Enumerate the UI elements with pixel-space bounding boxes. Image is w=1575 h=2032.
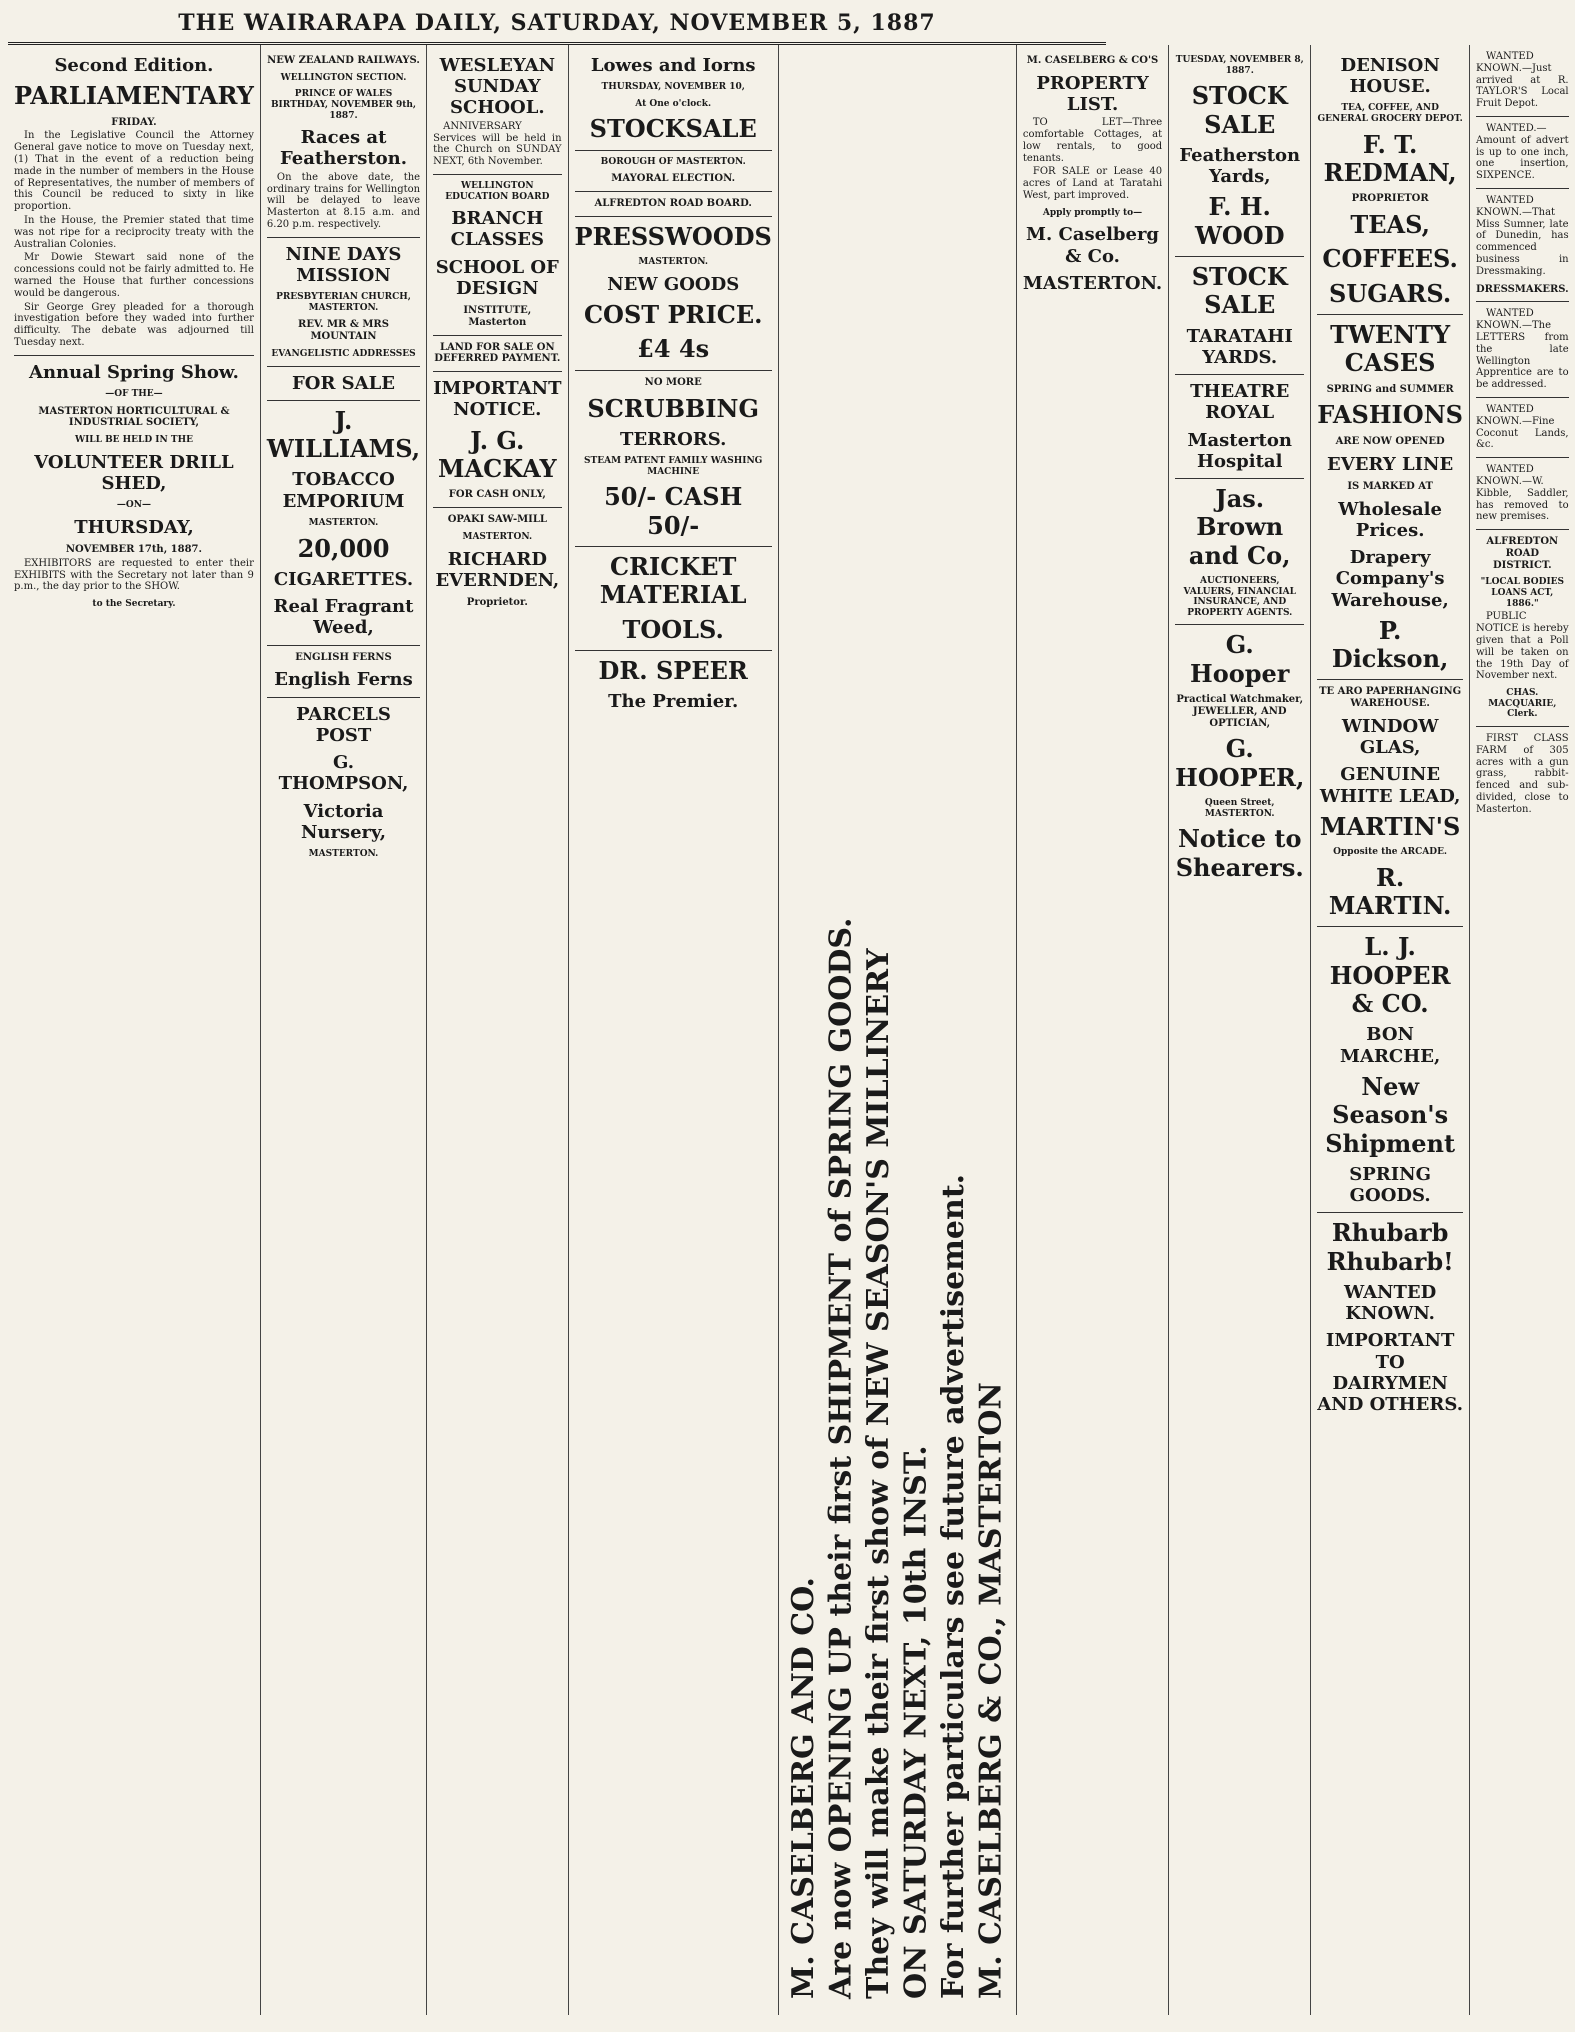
- speer-heading: DR. SPEER: [598, 655, 748, 685]
- show-venue: VOLUNTEER DRILL SHED,: [34, 451, 234, 494]
- thursday-heading: THURSDAY, NOVEMBER 10,: [601, 82, 745, 93]
- time-heading: At One o'clock.: [635, 98, 712, 109]
- stocksale-heading-2: STOCK SALE: [1191, 261, 1288, 320]
- wanted-heading: WANTED KNOWN.: [1344, 1281, 1437, 1325]
- vertical-line-3: They will make their first show of NEW SEASON'S MILLINERY: [860, 948, 896, 1999]
- watchmaker-heading: Practical Watchmaker, JEWELLER, AND OPTICIAN,: [1176, 693, 1304, 729]
- loans-act-heading: "LOCAL BODIES LOANS ACT, 1886.": [1480, 577, 1565, 609]
- wanted-paragraph: WANTED.—Amount of advert is up to one inch, one insertion, SIXPENCE.: [1475, 122, 1569, 182]
- divider: [575, 150, 772, 151]
- shearers-heading: Notice to Shearers.: [1175, 824, 1304, 882]
- te-aro-heading: TE ARO PAPERHANGING WAREHOUSE.: [1319, 686, 1462, 710]
- marked-heading: IS MARKED AT: [1347, 480, 1433, 492]
- divider: [1317, 314, 1463, 315]
- divider: [14, 355, 254, 356]
- divider: [1317, 679, 1463, 680]
- show-held: WILL BE HELD IN THE: [74, 435, 193, 446]
- tea-heading: TEA, COFFEE, AND GENERAL GROCERY DEPOT.: [1317, 103, 1463, 125]
- show-secretary: to the Secretary.: [92, 599, 176, 610]
- columns: [8, 45, 1569, 2015]
- section-heading: WELLINGTON SECTION.: [280, 72, 407, 83]
- denison-heading: DENISON HOUSE.: [1340, 55, 1440, 98]
- column-9: [1470, 45, 1575, 2015]
- featherston-heading: Featherston Yards,: [1179, 144, 1301, 188]
- column-2: [261, 45, 427, 2015]
- proprietor-label: Proprietor.: [466, 597, 528, 608]
- branch-heading: BRANCH CLASSES: [450, 208, 544, 251]
- borough-heading: BOROUGH OF MASTERTON.: [600, 156, 746, 167]
- stocksale-heading: STOCKSALE: [589, 114, 757, 144]
- wanted-paragraph: WANTED KNOWN.—Just arrived at R. TAYLOR'S Local Fruit Depot.: [1475, 51, 1569, 110]
- redman-heading: F. T. REDMAN,: [1323, 129, 1457, 187]
- divider: [1476, 301, 1569, 302]
- shipment-heading: New Season's Shipment: [1325, 1071, 1456, 1158]
- divider: [575, 650, 772, 651]
- coffees-heading: COFFEES.: [1322, 244, 1458, 274]
- sawmill-heading: OPAKI SAW-MILL: [447, 514, 547, 526]
- divider: [1476, 397, 1569, 398]
- parcels-heading: PARCELS POST: [296, 703, 391, 746]
- divider: [1317, 1212, 1463, 1213]
- scrubbing-heading: SCRUBBING: [587, 393, 759, 423]
- cricket-heading: CRICKET MATERIAL: [599, 551, 747, 610]
- notice-paragraph: PUBLIC NOTICE is hereby given that a Poll will be taken on the 19th Day of November next.: [1475, 611, 1569, 682]
- divider: [1317, 926, 1463, 927]
- vertical-advert-text: [785, 49, 1010, 1999]
- show-society: MASTERTON HORTICULTURAL & INDUSTRIAL SOCIETY,: [38, 405, 230, 429]
- ferns-heading-2: English Ferns: [274, 669, 413, 691]
- vertical-line-4: ON SATURDAY NEXT, 10th INST.: [898, 1445, 934, 1999]
- every-line-heading: EVERY LINE: [1327, 453, 1454, 475]
- revs-heading: REV. MR & MRS MOUNTAIN: [298, 319, 389, 343]
- premier-heading: The Premier.: [608, 691, 739, 713]
- evernden-heading: RICHARD EVERNDEN,: [435, 548, 560, 591]
- wholesale-heading: Wholesale Prices.: [1338, 498, 1442, 541]
- cash50-heading: 50/- CASH 50/-: [604, 482, 743, 540]
- church-heading: PRESBYTERIAN CHURCH, MASTERTON.: [276, 292, 411, 313]
- divider: [433, 371, 561, 372]
- tobacco-heading: TOBACCO EMPORIUM: [282, 469, 405, 512]
- property-paragraph: TO LET—Three comfortable Cottages, at low rentals, to good tenants.: [1022, 117, 1163, 164]
- opened-heading: ARE NOW OPENED: [1335, 435, 1445, 447]
- steam-heading: STEAM PATENT FAMILY WASHING MACHINE: [584, 456, 763, 477]
- show-day: THURSDAY,: [74, 516, 194, 538]
- wanted-paragraph: WANTED KNOWN.—That Miss Sumner, late of Dunedin, has commenced business in Dressmaking.: [1475, 194, 1569, 277]
- thompson-heading: G. THOMPSON,: [278, 752, 409, 795]
- column-6: [1017, 45, 1169, 2015]
- twenty-cases-heading: TWENTY CASES: [1330, 320, 1451, 378]
- auctioneers-heading: AUCTIONEERS, VALUERS, FINANCIAL INSURANCE, AND PROPERTY AGENTS.: [1183, 575, 1296, 618]
- sawmill-masterton: MASTERTON.: [462, 531, 533, 542]
- wood-heading: F. H. WOOD: [1194, 192, 1285, 250]
- important-heading: IMPORTANT TO DAIRYMEN AND OTHERS.: [1317, 1330, 1463, 1416]
- institute-heading: INSTITUTE, Masterton: [463, 305, 532, 328]
- divider: [1175, 478, 1304, 479]
- column-5-vertical-advert: [779, 45, 1017, 2015]
- column-7: [1169, 45, 1311, 2015]
- show-of: —OF THE—: [105, 388, 163, 399]
- column-4: [569, 45, 779, 2015]
- dressmakers-heading: DRESSMAKERS.: [1475, 283, 1569, 295]
- divider: [433, 507, 561, 508]
- fashions-heading: FASHIONS: [1317, 400, 1463, 430]
- column-8: [1311, 45, 1470, 2015]
- weed-heading: Real Fragrant Weed,: [273, 596, 414, 639]
- prince-heading: PRINCE OF WALES BIRTHDAY, NOVEMBER 9th, 1887.: [270, 89, 417, 121]
- propertylist-heading: PROPERTY LIST.: [1036, 72, 1149, 116]
- show-title: Annual Spring Show.: [29, 361, 239, 383]
- cigarettes-heading: CIGARETTES.: [273, 568, 414, 590]
- terrors-heading: TERRORS.: [620, 428, 727, 450]
- land-heading: LAND FOR SALE ON DEFERRED PAYMENT.: [434, 341, 561, 365]
- property-paragraph: FOR SALE or Lease 40 acres of Land at Taratahi West, part improved.: [1022, 166, 1163, 202]
- hooper-heading-2: G. HOOPER,: [1175, 734, 1305, 792]
- column-1: [8, 45, 261, 2015]
- divider: [267, 366, 420, 367]
- date-heading: TUESDAY, NOVEMBER 8, 1887.: [1175, 55, 1304, 76]
- show-on: —ON—: [116, 500, 151, 511]
- forsale-heading: FOR SALE: [291, 372, 396, 394]
- school-design-heading: SCHOOL OF DESIGN: [435, 256, 559, 299]
- divider: [575, 216, 772, 217]
- martins-heading: MARTIN'S: [1319, 811, 1461, 841]
- notice-heading: IMPORTANT NOTICE.: [433, 378, 562, 421]
- spring-goods-heading: SPRING GOODS.: [1349, 1163, 1431, 1207]
- article-paragraph: Mr Dowie Stewart said none of the concessions could not be fairly admitted to. He warned the House that further concessions would be dangerous.: [14, 252, 254, 299]
- show-paragraph: EXHIBITORS are requested to enter their EXHIBITS with the Secretary not later than 9 p.m., the day prior to the SHOW.: [14, 557, 254, 593]
- clerk-signature: CHAS. MACQUARIE, Clerk.: [1488, 688, 1557, 720]
- sugars-heading: SUGARS.: [1329, 278, 1452, 308]
- ferns-heading: ENGLISH FERNS: [295, 651, 392, 663]
- proprietor-heading: PROPRIETOR: [1351, 193, 1429, 205]
- theatre-heading: THEATRE ROYAL: [1190, 381, 1290, 424]
- vertical-line-1: M. CASELBERG AND CO.: [785, 1577, 821, 1999]
- vertical-line-2: Are now OPENING UP their first SHIPMENT of SPRING GOODS.: [823, 917, 859, 1999]
- divider: [1476, 529, 1569, 530]
- mackay-heading: J. G. MACKAY: [437, 425, 557, 484]
- spring-heading: SPRING and SUMMER: [1326, 383, 1454, 395]
- divider: [267, 645, 420, 646]
- apply-label: Apply promptly to—: [1042, 207, 1143, 218]
- white-lead-heading: GENUINE WHITE LEAD,: [1319, 764, 1461, 807]
- caselberg-masterton: MASTERTON.: [1022, 272, 1163, 294]
- races-heading: Races at Featherston.: [279, 127, 408, 170]
- railways-heading: NEW ZEALAND RAILWAYS.: [267, 55, 420, 66]
- roadboard-heading: ALFREDTON ROAD BOARD.: [594, 198, 752, 210]
- vertical-line-6: M. CASELBERG & CO., MASTERTON: [973, 1382, 1009, 1999]
- column-3: [427, 45, 568, 2015]
- presswoods-heading: PRESSWOODS: [574, 221, 772, 251]
- price-heading: £4 4s: [637, 334, 710, 364]
- presswoods-masterton: MASTERTON.: [638, 257, 709, 268]
- nursery-masterton: MASTERTON.: [308, 848, 379, 859]
- divider: [433, 335, 561, 336]
- rmartin-heading: R. MARTIN.: [1328, 862, 1452, 921]
- ljhooper-heading: L. J. HOOPER & CO.: [1329, 932, 1451, 1019]
- divider: [1476, 457, 1569, 458]
- board-heading: WELLINGTON EDUCATION BOARD: [445, 180, 550, 202]
- newgoods-heading: NEW GOODS: [607, 273, 740, 295]
- cash-heading: FOR CASH ONLY,: [448, 489, 546, 501]
- alfredton-heading: ALFREDTON ROAD DISTRICT.: [1486, 536, 1559, 571]
- masterton-label: MASTERTON.: [308, 517, 379, 528]
- queen-street-label: Queen Street, MASTERTON.: [1204, 797, 1275, 819]
- divider: [1175, 374, 1304, 375]
- hooper-heading: G. Hooper: [1190, 630, 1290, 688]
- divider: [1175, 624, 1304, 625]
- wanted-paragraph: WANTED KNOWN.—Fine Coconut Lands, &c.: [1475, 403, 1569, 451]
- lowes-heading: Lowes and Iorns: [590, 55, 756, 76]
- wanted-paragraph: WANTED KNOWN.—The LETTERS from the late Wellington Apprentice are to be addressed.: [1475, 308, 1569, 391]
- caselberg-heading: M. CASELBERG & CO'S: [1026, 55, 1159, 66]
- divider: [1476, 116, 1569, 117]
- farm-paragraph: FIRST CLASS FARM of 305 acres with a gun grass, rabbit-fenced and sub-divided, close to Masterton.: [1475, 732, 1569, 815]
- parliamentary-heading: PARLIAMENTARY: [14, 81, 254, 111]
- wanted-paragraph: WANTED KNOWN.—W. Kibble, Saddler, has removed to new premises.: [1475, 464, 1569, 523]
- evang-heading: EVANGELISTIC ADDRESSES: [271, 348, 416, 359]
- dickson-heading: P. Dickson,: [1331, 615, 1449, 674]
- anniversary-paragraph: ANNIVERSARY Services will be held in the Church on SUNDAY NEXT, 6th November.: [433, 120, 562, 168]
- races-paragraph: On the above date, the ordinary trains for Wellington will be delayed to leave Masterton at 8.15 a.m. and 6.20 p.m. respectively.: [266, 171, 421, 230]
- masthead: THE WAIRARAPA DAILY, SATURDAY, NOVEMBER 5, 1887: [8, 6, 1106, 45]
- hospital-heading: Masterton Hospital: [1187, 429, 1292, 472]
- divider: [267, 400, 420, 401]
- divider: [267, 697, 420, 698]
- nursery-heading: Victoria Nursery,: [300, 800, 387, 843]
- caselberg-signature: M. Caselberg & Co.: [1026, 224, 1160, 267]
- tools-heading: TOOLS.: [622, 614, 724, 644]
- bon-marche-heading: BON MARCHE,: [1340, 1024, 1441, 1067]
- divider: [575, 191, 772, 192]
- article-paragraph: In the Legislative Council the Attorney General gave notice to move on Tuesday next, (1) That in the event of a reduction being made in the number of members in the House of Representatives, the number of members of this Council be reduced to sixty in like proportion.: [14, 130, 254, 213]
- article-paragraph: Sir George Grey pleaded for a thorough investigation before they waded into further difficulty. The debate was adjourned till Tuesday next.: [14, 301, 254, 348]
- divider: [433, 174, 561, 175]
- window-glass-heading: WINDOW GLAS,: [1341, 716, 1439, 759]
- day-heading: FRIDAY.: [111, 116, 157, 128]
- rhubarb-heading: Rhubarb Rhubarb!: [1326, 1218, 1454, 1276]
- mayoral-heading: MAYORAL ELECTION.: [611, 173, 736, 185]
- divider: [575, 370, 772, 371]
- edition-heading: Second Edition.: [54, 55, 214, 76]
- drapery-heading: Drapery Company's Warehouse,: [1331, 547, 1449, 611]
- teas-heading: TEAS,: [1350, 210, 1430, 240]
- taratahi-heading: TARATAHI YARDS.: [1186, 325, 1293, 368]
- nomore-heading: NO MORE: [644, 376, 702, 388]
- divider: [267, 237, 420, 238]
- divider: [575, 546, 772, 547]
- cigarette-count: 20,000: [297, 533, 390, 563]
- wesleyan-heading: WESLEYAN SUNDAY SCHOOL.: [439, 55, 556, 119]
- show-date: NOVEMBER 17th, 1887.: [65, 544, 202, 556]
- divider: [1476, 188, 1569, 189]
- arcade-heading: Opposite the ARCADE.: [1333, 847, 1448, 858]
- brown-heading: Jas. Brown and Co,: [1188, 483, 1291, 570]
- williams-heading: J. WILLIAMS,: [266, 405, 421, 464]
- cost-price-heading: COST PRICE.: [583, 300, 763, 330]
- mission-heading: NINE DAYS MISSION: [285, 243, 402, 286]
- divider: [1175, 256, 1304, 257]
- vertical-line-5: For further particulars see future advertisement.: [935, 1173, 971, 1999]
- article-paragraph: In the House, the Premier stated that time was not ripe for a reciprocity treaty with the Australian Colonies.: [14, 214, 254, 250]
- divider: [1476, 726, 1569, 727]
- stocksale-heading: STOCK SALE: [1191, 81, 1288, 139]
